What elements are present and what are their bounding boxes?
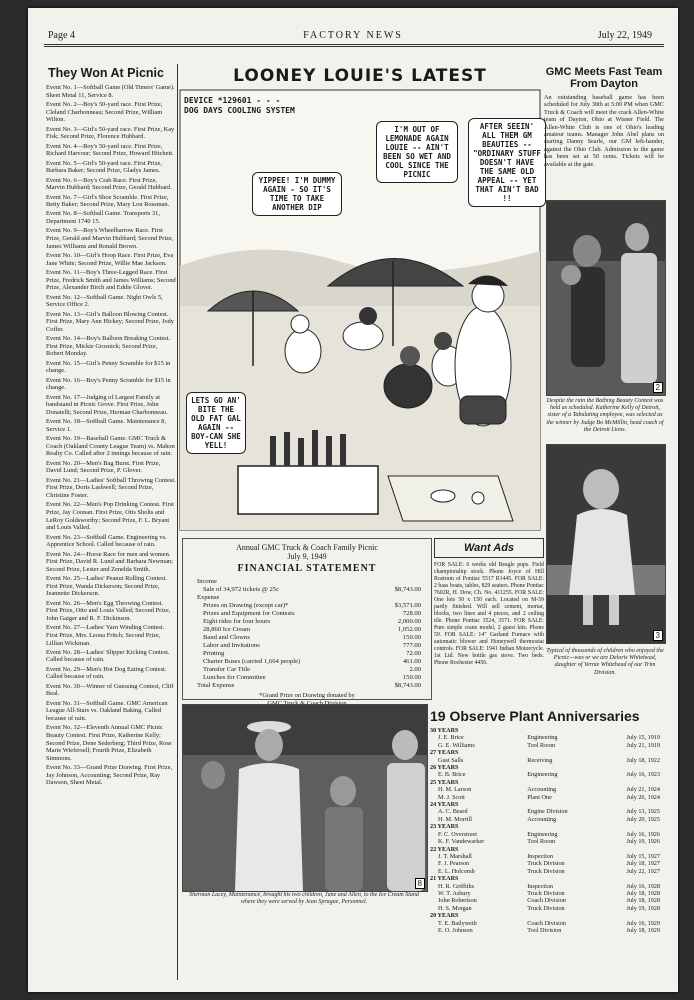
- financial-heading: FINANCIAL STATEMENT: [237, 563, 377, 574]
- winner-event: Event No. 21—Ladies' Softball Throwing Contest. First Prize, Doris Lashwell; Second Prize, Christine Foster.: [46, 476, 176, 500]
- anniversary-name: F. C. Overstreet: [438, 830, 478, 838]
- speech-bubble-lemonade: I'M OUT OF LEMONADE AGAIN LOUIE -- AIN'T BEEN SO WET AND COOL SINCE THE PICNIC: [376, 121, 458, 183]
- photo-number: 3: [653, 630, 663, 641]
- anniversary-name: H. M. Larson: [438, 786, 472, 794]
- expense-label: 28,860 Ice Cream: [203, 626, 251, 633]
- anniversary-date: July 21, 1919: [626, 741, 660, 749]
- anniversary-dept: Coach Division: [527, 897, 566, 905]
- expense-label: Charter Buses (carried 1,664 people): [203, 658, 301, 665]
- child-photo: [546, 444, 666, 644]
- winner-event: Event No. 3—Girl's 50-yard race. First Prize, Kay Fisk; Second Prize, Florence Hubbard.: [46, 125, 175, 141]
- expense-value: 2,000.00: [397, 618, 421, 625]
- winner-event: Event No. 9—Boy's Wheelbarrow Race. First Prize, Gerald and Marvin Hubbard; Second Prize, James Williams and Ronald Brown.: [46, 227, 174, 250]
- winners-column: [46, 66, 176, 789]
- anniversary-row: [430, 831, 660, 838]
- income-label: Income: [197, 578, 217, 585]
- beauty-contest-caption: Despite the rain the Bathing Beauty Contest was held as scheduled. Katherine Kelly of Detroit, sister of a Tabulating employee, was selected as the winner by Judge Bo McMillin, head coach of the Detroit Lions.: [546, 398, 664, 433]
- winner-event: Event No. 12—Softball Game. Night Owls 5, Service Office 2.: [46, 293, 163, 309]
- anniversary-row: [430, 794, 660, 801]
- winner-event: Event No. 26—Men's Egg Throwing Contest. First Prize, Otto and Louis Valled; Second Prize, John Gaiger and R. F. Dickinson.: [46, 599, 171, 622]
- expense-row: [197, 666, 421, 674]
- anniversary-row: [430, 890, 660, 897]
- expense-value: 72.00: [406, 650, 421, 657]
- winner-event: Event No. 20—Men's Bag Burst. First Prize, David Lund; Second Prize, P. Glover.: [46, 459, 161, 475]
- anniversary-dept: Truck Division: [527, 867, 565, 875]
- anniversary-name: T. E. Bailyweth: [438, 919, 477, 927]
- anniversary-date: July 18, 1928: [626, 889, 660, 897]
- winner-event: Event No. 25—Ladies' Peanut Rolling Contest. First Prize, Wanda Dickerson; Second Prize, Jeannette Dickerson.: [46, 575, 167, 598]
- winner-event: Event No. 14—Boy's Balloon Breaking Contest. First Prize, Mickie Grosnick; Second Prize, Robert Monday.: [46, 335, 171, 358]
- anniversary-dept: Inspection: [527, 882, 554, 890]
- anniversary-years: 26 YEARS: [430, 764, 459, 772]
- winner-event: Event No. 24—Horse Race for men and women. First Prize, David R. Lund and Barbara Newman; Second Prize, Lester and Zenelda Smith.: [46, 550, 173, 573]
- anniversary-date: July 16, 1929: [626, 919, 660, 927]
- anniversary-date: July 20, 1925: [626, 815, 660, 823]
- expense-value: 728.00: [402, 610, 421, 617]
- winner-event: Event No. 15—Girl's Penny Scramble for $15 in change.: [46, 359, 171, 375]
- anniversary-date: July 19, 1926: [626, 838, 660, 846]
- speech-bubble-beauties: AFTER SEEIN' ALL THEM GM BEAUTIES -- "ORDINARY STUFF DOESN'T HAVE THE SAME OLD APPEAL -- YET THAT AIN'T BAD !!: [468, 118, 546, 207]
- anniversary-date: July 15, 1927: [626, 852, 660, 860]
- total-value: $8,743.00: [394, 682, 421, 689]
- want-ads-title: Want Ads: [434, 538, 544, 558]
- anniversary-name: A. C. Beard: [438, 808, 468, 816]
- anniversary-dept: Engine Division: [527, 808, 568, 816]
- anniversary-row: [430, 779, 660, 786]
- expense-label: Labor and Invitations: [203, 642, 260, 649]
- expense-row: [197, 618, 421, 626]
- anniversary-dept: Engineering: [527, 734, 558, 742]
- photo-number: 8: [415, 878, 425, 889]
- anniversary-dept: Engineering: [527, 830, 558, 838]
- newspaper-page: [28, 8, 678, 992]
- winner-event: Event No. 4—Boy's 50-yard race. First Prize, Richard Harvour; Second Prize, Howard Hitchett.: [46, 142, 174, 158]
- child-image: [547, 445, 665, 643]
- anniversary-row: [430, 920, 660, 927]
- expense-row: [197, 602, 421, 610]
- anniversary-years: 20 YEARS: [430, 912, 459, 920]
- expense-row: [197, 610, 421, 618]
- speech-bubble-fat-gal: LETS GO AN' BITE THE OLD FAT GAL AGAIN -- BOY-CAN SHE YELL!: [186, 392, 246, 454]
- anniversary-row: [430, 823, 660, 830]
- anniversary-date: July 18, 1929: [626, 926, 660, 934]
- winner-event: Event No. 5—Girl's 50-yard race. First Prize, Barbara Baker; Second Prize, Gladys James.: [46, 159, 162, 175]
- anniversary-row: [430, 801, 660, 808]
- anniversary-date: July 19, 1928: [626, 904, 660, 912]
- expense-label: Transfer Car Title: [203, 666, 251, 673]
- anniversary-date: July 26, 1924: [626, 793, 660, 801]
- expense-label: Expense: [197, 594, 220, 601]
- winner-event: Event No. 2—Boy's 50-yard race. First Prize, Cleland Charbonneau; Second Prize, William Wilton.: [46, 100, 163, 124]
- anniversary-dept: Tool Room: [527, 741, 556, 749]
- winner-event: Event No. 23—Softball Game. Engineering vs. Apprentice School. Called because of rain.: [46, 533, 167, 549]
- anniversary-dept: Tool Room: [527, 838, 556, 846]
- winner-event: Event No. 27—Ladies' Yarn Winding Contest. First Prize, Mrs. Leona Fritch; Second Prize, Lillian Wickman.: [46, 624, 165, 647]
- want-ads: [434, 538, 544, 667]
- anniversary-name: W. T. Asbury: [438, 889, 471, 897]
- expense-value: 1,052.00: [397, 626, 421, 633]
- beauty-contest-image: [547, 201, 665, 395]
- anniversary-dept: Plant One: [527, 793, 552, 801]
- anniversary-name: Gust Salls: [438, 756, 464, 764]
- financial-table: [197, 578, 421, 690]
- anniversary-dept: Tool Division: [527, 926, 562, 934]
- winners-title: They Won At Picnic: [48, 66, 164, 80]
- newspaper-title: FACTORY NEWS: [303, 30, 403, 41]
- total-label: Total Expense: [197, 682, 235, 689]
- anniversary-date: July 18, 1922: [626, 756, 660, 764]
- cartoon: [178, 66, 542, 532]
- winner-event: Event No. 18—Softball Game. Maintenance 8, Service 1.: [46, 418, 166, 433]
- anniversary-years: 25 YEARS: [430, 778, 459, 786]
- winner-event: Event No. 17—Judging of Largest Family at bandstand in Picnic Grove. First Prize, John Donatelli; Second Prize, Herman Charbonneau.: [46, 393, 168, 416]
- anniversary-date: July 18, 1927: [626, 860, 660, 868]
- anniversaries-table: [430, 727, 660, 934]
- winner-event: Event No. 28—Ladies' Slipper Kicking Contest. Called because of rain.: [46, 648, 170, 664]
- anniversary-row: [430, 786, 660, 793]
- winner-event: Event No. 29—Men's Hot Dog Eating Contest. Called because of rain.: [46, 665, 167, 681]
- anniversary-row: [430, 757, 660, 764]
- issue-date: July 22, 1949: [597, 30, 652, 41]
- device-subtitle: DOG DAYS COOLING SYSTEM: [184, 106, 295, 115]
- winner-event: Event No. 7—Girl's Shoe Scramble. First Prize, Betty Baker; Second Prize, Mary Lou Rossman.: [46, 193, 170, 209]
- income-row-value: $8,743.00: [394, 586, 421, 593]
- winner-event: Event No. 16—Boy's Penny Scramble for $15 in change.: [46, 376, 171, 392]
- device-number: DEVICE *129601 - - -: [184, 96, 281, 105]
- expense-row: [197, 674, 421, 682]
- anniversary-name: E. B. Brice: [438, 771, 466, 779]
- speech-bubble-yippee: YIPPEE! I'M DUMMY AGAIN - SO IT'S TIME TO TAKE ANOTHER DIP: [252, 172, 342, 216]
- anniversary-row: [430, 846, 660, 853]
- device-label: [184, 96, 295, 116]
- winner-event: Event No. 6—Boy's Crab Race. First Prize, Marvin Hubbard; Second Prize, Gerald Hubbard.: [46, 176, 172, 192]
- expense-label: Prizes on Drawing (except car)*: [203, 602, 289, 609]
- anniversary-years: 30 YEARS: [430, 727, 459, 734]
- winner-event: Event No. 31—Softball Game. GMC American League All-Stars vs. Oakland Baking. Called because of rain.: [46, 699, 168, 723]
- anniversary-date: July 22, 1927: [626, 867, 660, 875]
- ice-cream-photo: [182, 704, 428, 892]
- anniversary-row: [430, 927, 660, 934]
- winner-event: Event No. 11—Boy's Three-Legged Race. First Prize, Fredrick Smith and James Williams; Second Prize, Alexander Birch and Eddie Glover.: [46, 269, 176, 292]
- anniversary-name: J. T. Marshall: [438, 852, 472, 860]
- anniversary-row: [430, 838, 660, 845]
- anniversary-date: July 16, 1923: [626, 771, 660, 779]
- anniversary-name: H. M. Morrill: [438, 815, 473, 823]
- anniversary-dept: Coach Division: [527, 919, 566, 927]
- anniversary-row: [430, 749, 660, 756]
- winner-event: Event No. 32—Eleventh Annual GMC Picnic Beauty Contest. First Prize, Katherine Kelly; Second Prize, Dene Sederberg; Third Prize, Rose Marie Wiefersell; Fourth Prize, Elizabeth Simmons.: [46, 724, 172, 762]
- winner-event: Event No. 13—Girl's Balloon Blowing Contest. First Prize, Mary Ann Hickey; Second Prize, Jody Coffer.: [46, 310, 174, 333]
- winners-list: [46, 84, 176, 787]
- anniversary-row: [430, 875, 660, 882]
- anniversary-date: July 13, 1925: [626, 808, 660, 816]
- expense-value: 150.00: [402, 674, 421, 681]
- ice-cream-image: [183, 705, 427, 891]
- anniversary-name: E. O. Johnson: [438, 926, 473, 934]
- income-row-label: Sale of 34,972 tickets @ 25c: [203, 586, 280, 593]
- gmc-article-title: GMC Meets Fast Team From Dayton: [545, 66, 663, 90]
- anniversary-dept: Engineering: [527, 771, 558, 779]
- anniversary-years: 22 YEARS: [430, 845, 459, 853]
- financial-event: Annual GMC Truck & Coach Family Picnic: [236, 543, 378, 552]
- anniversary-name: J. E. Brice: [438, 734, 464, 742]
- anniversary-dept: Receiving: [527, 756, 553, 764]
- anniversary-years: 21 YEARS: [430, 875, 459, 883]
- anniversary-date: July 18, 1928: [626, 897, 660, 905]
- expense-row: [197, 658, 421, 666]
- financial-date: July 9, 1949: [287, 552, 327, 561]
- want-ads-body: FOR SALE: 6 weeks old Beagle pups. Field championship stock. Phone Joyce of Hill Rostrum of Pontiac 5517 R1445. FOR SALE: 2 bass boats, tables, 829 seaters. Phone Pontiac 7602R, H. Dow, Ch. No. 411255. FOR SALE: One lots 50 x 150 each. Located on M-59 partly finished. Will sell cement, mortar, blocks, two lines and 4 pieces, and 2 ceiling tile. Phone Pontiac 3524, 3571. FOR SALE: Pure simple crane model, 2 guest kits. Phone 59. FOR SALE: 14" Garland Furnace with automatic blower and Honeywell thermostat controls. FOR SALE: 1941 Indian Motorcycle. 1st Ltd. New bottle gas stove. Two beds. Phone Rochester 4456.: [434, 562, 544, 666]
- expense-label: Band and Clowns: [203, 634, 250, 641]
- expense-value: 2.00: [409, 666, 421, 673]
- anniversary-row: [430, 883, 660, 890]
- anniversary-dept: Truck Division: [527, 904, 565, 912]
- anniversary-name: K. F. Vandewarker: [438, 838, 485, 846]
- expense-row: [197, 642, 421, 650]
- cartoon-title: LOONEY LOUIE'S LATEST: [233, 66, 487, 86]
- header-rule: [44, 44, 664, 45]
- gmc-article-body: An outstanding baseball game has been scheduled for July 30th at 5:00 PM when GMC Truck & Coach will meet the crack Allen-White team of Dayton, Ohio at Wisner Field. The Allen-White Club is one of Ohio's leading amateur teams. Manager John Abel plans on starting Danny Searle, our GM left-hander, against the Ohio Club. Admission to the game has been set at 50 cents. Tickets will be available at the gate.: [544, 94, 664, 168]
- expense-label: Eight rides for four hours: [203, 618, 271, 625]
- expense-label: Printing: [203, 650, 225, 657]
- expense-value: $3,571.00: [394, 602, 421, 609]
- expense-row: [197, 634, 421, 642]
- anniversary-years: 23 YEARS: [430, 823, 459, 831]
- anniversary-date: July 21, 1924: [626, 786, 660, 794]
- anniversary-dept: Truck Division: [527, 860, 565, 868]
- anniversary-row: [430, 868, 660, 875]
- anniversaries-title: 19 Observe Plant Anniversaries: [430, 708, 640, 724]
- anniversary-dept: Accounting: [527, 815, 557, 823]
- winner-event: Event No. 22—Men's Pop Drinking Contest. First Prize, Jay Coonan. First Prize, Otis Sholts and LeRoy Goldsworthy; Second Prize, F. L. Bryant and Louis Valled.: [46, 501, 174, 532]
- footnote-line-1: *Grand Prize on Drawing donated by: [259, 692, 355, 699]
- anniversary-name: H. S. Morgan: [438, 904, 472, 912]
- anniversary-years: 24 YEARS: [430, 801, 459, 809]
- anniversary-row: [430, 816, 660, 823]
- anniversary-name: E. L. Holcomb: [438, 867, 475, 875]
- winner-event: Event No. 33—Grand Prize Drawing. First Prize, Jay Johnson, Accounting; Second Prize, Ray Dawson, Sheet Metal.: [46, 764, 173, 787]
- anniversary-years: 27 YEARS: [430, 749, 459, 757]
- anniversary-dept: Accounting: [527, 786, 557, 794]
- anniversary-row: [430, 860, 660, 867]
- anniversary-row: [430, 853, 660, 860]
- anniversaries: [430, 708, 666, 934]
- anniversary-name: G. E. Williams: [438, 741, 475, 749]
- expense-row: [197, 626, 421, 634]
- expense-value: 150.00: [402, 634, 421, 641]
- winner-event: Event No. 30—Winner of Guessing Contest, Cliff Beal.: [46, 682, 174, 698]
- anniversary-name: M. J. Scott: [438, 793, 465, 801]
- header-rule-2: [44, 46, 664, 47]
- anniversary-dept: Truck Division: [527, 889, 565, 897]
- anniversary-row: [430, 764, 660, 771]
- anniversary-row: [430, 808, 660, 815]
- anniversary-row: [430, 727, 660, 734]
- child-caption: Typical of thousands of children who enjoyed the Picnic—was or we are Deloris Whitehead, daughter of Vernie Whitehead of our Trim Division.: [546, 648, 664, 676]
- anniversary-row: [430, 912, 660, 919]
- winner-event: Event No. 1—Softball Game (Old Timers' Game). Sheet Metal 11, Service 8.: [46, 84, 175, 99]
- expense-label: Prizes and Equipment for Contests: [203, 610, 295, 617]
- anniversary-row: [430, 905, 660, 912]
- anniversary-name: H. R. Griffiths: [438, 882, 474, 890]
- anniversary-dept: Inspection: [527, 852, 554, 860]
- expense-value: 777.00: [402, 642, 421, 649]
- ice-cream-caption: Sherman Lacey, Maintenance, brought his two children, June and Allen, to the Ice Cream Stand where they were served by Jean Sprague, Personnel.: [189, 892, 419, 906]
- winner-event: Event No. 19—Baseball Game. GMC Truck & Coach (Oakland County League Team) vs. Mahon Realty Co. Called after 2 innings because of rain.: [46, 435, 175, 458]
- expense-row: [197, 650, 421, 658]
- photo-number: 2: [653, 382, 663, 393]
- anniversary-date: July 16, 1928: [626, 882, 660, 890]
- page-number: Page 4: [48, 30, 75, 41]
- anniversary-row: [430, 771, 660, 778]
- anniversary-date: July 15, 1919: [626, 734, 660, 742]
- financial-statement: [182, 538, 432, 700]
- expense-value: 461.00: [402, 658, 421, 665]
- winner-event: Event No. 10—Girl's Hoop Race. First Prize, Eva Jane White; Second Prize, Willie Mae Jackson.: [46, 252, 174, 267]
- gmc-article: [544, 66, 664, 168]
- anniversary-row: [430, 742, 660, 749]
- anniversary-row: [430, 897, 660, 904]
- beauty-contest-photo: [546, 200, 666, 396]
- anniversary-name: F. J. Pearson: [438, 860, 470, 868]
- anniversary-row: [430, 734, 660, 741]
- anniversary-name: John Robertson: [438, 897, 477, 905]
- anniversary-date: July 16, 1926: [626, 830, 660, 838]
- expense-label: Lunches for Committee: [203, 674, 266, 681]
- winner-event: Event No. 8—Softball Game. Transports 31, Department 1740 15.: [46, 210, 160, 226]
